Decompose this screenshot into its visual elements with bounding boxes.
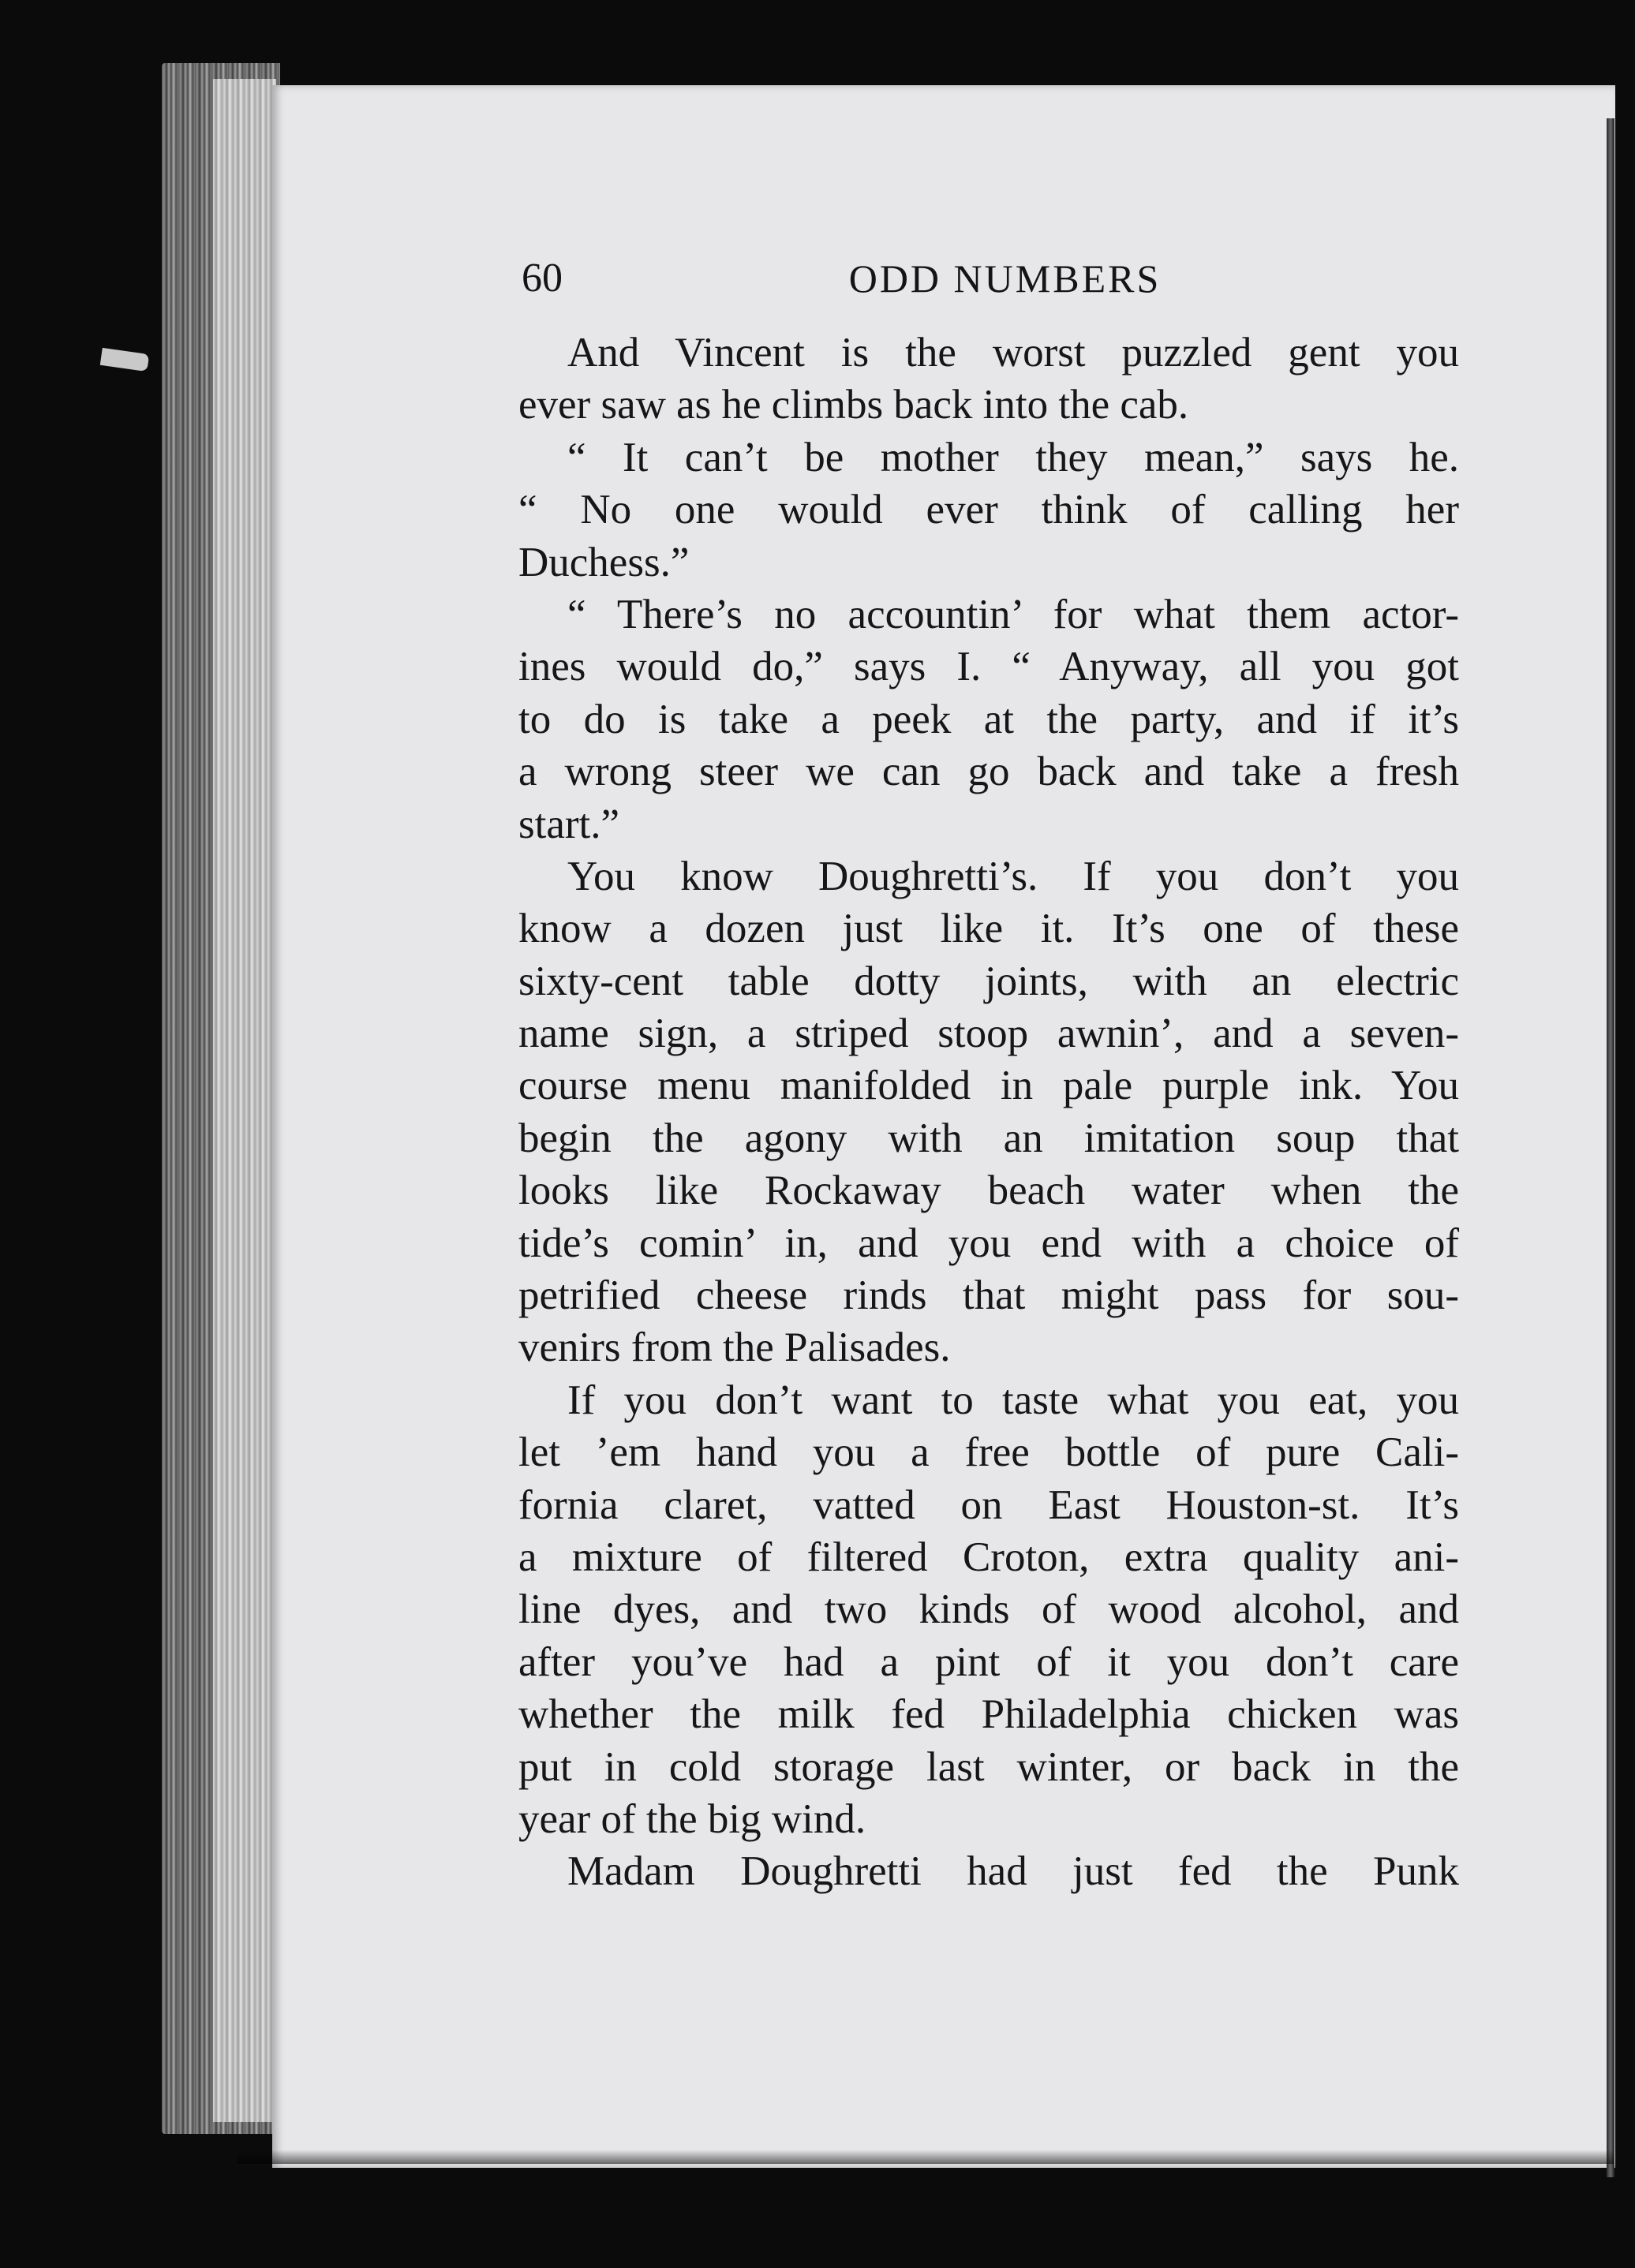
text-line: to do is take a peek at the party, and if it’s [518,696,1459,742]
page-right-edge [1607,118,1614,2177]
text-line: fornia claret, vatted on East Houston-st. It’s [518,1481,1459,1528]
text-line: a mixture of filtered Croton, extra quality ani- [518,1534,1459,1580]
text-line: know a dozen just like it. It’s one of these [518,906,1459,952]
text-line: course menu manifolded in pale purple ink. You [518,1063,1459,1109]
text-line: “ There’s no accountin’ for what them actor- [567,591,1459,637]
text-line: And Vincent is the worst puzzled gent you [567,330,1459,376]
text-line: venirs from the Palisades. [518,1325,951,1371]
text-line: ever saw as he climbs back into the cab. [518,382,1189,428]
text-line: whether the milk fed Philadelphia chicken was [518,1691,1459,1738]
text-line: put in cold storage last winter, or back in the [518,1743,1459,1790]
text-line: year of the big wind. [518,1795,866,1842]
text-line: name sign, a striped stoop awnin’, and a seven- [518,1011,1459,1057]
running-head: ODD NUMBERS [848,256,1162,301]
text-line: tide’s comin’ in, and you end with a choice of [518,1220,1459,1266]
text-line: sixty-cent table dotty joints, with an electric [518,958,1459,1004]
text-line: ines would do,” says I. “ Anyway, all you got [518,644,1459,690]
body-text [518,327,1459,1898]
text-line: If you don’t want to taste what you eat, you [567,1377,1459,1423]
text-line: You know Doughretti’s. If you don’t you [567,853,1459,899]
page-bottom-shadow [237,2150,1614,2164]
text-line: Madam Doughretti had just fed the Punk [567,1848,1459,1895]
text-line: begin the agony with an imitation soup that [518,1115,1459,1161]
page-header [522,251,1457,306]
text-line: line dyes, and two kinds of wood alcohol, and [518,1586,1459,1633]
text-line: “ It can’t be mother they mean,” says he. [567,434,1459,480]
bookmark-tab [100,348,149,372]
text-line: let ’em hand you a free bottle of pure Cali- [518,1429,1459,1476]
text-line: start.” [518,801,620,847]
text-line: looks like Rockaway beach water when the [518,1168,1459,1214]
book-page-edges-inner [213,79,276,2122]
text-line: after you’ve had a pint of it you don’t care [518,1638,1459,1685]
text-line: a wrong steer we can go back and take a fresh [518,749,1459,795]
page-number: 60 [522,256,563,301]
text-line: petrified cheese rinds that might pass for sou- [518,1272,1459,1319]
text-line: “ No one would ever think of calling her [518,487,1459,533]
text-line: Duchess.” [518,539,690,585]
